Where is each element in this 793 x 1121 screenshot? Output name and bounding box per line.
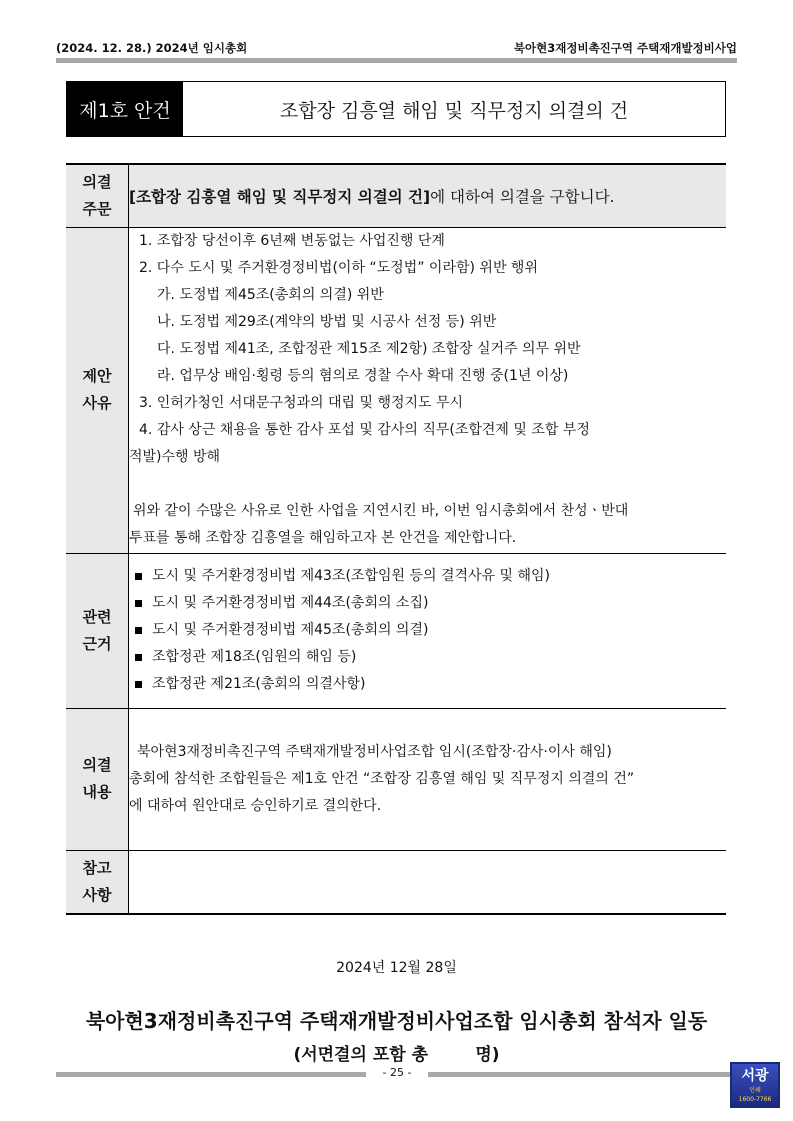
legal-basis-item xyxy=(129,590,726,617)
legal-basis-text: 조합정관 제18조(임원의 해임 등) xyxy=(152,649,357,665)
label-line: 제안 xyxy=(82,367,112,385)
signatory-line: 북아현3재정비촉진구역 주택재개발정비사업조합 임시총회 참석자 일동 xyxy=(85,1009,708,1033)
label-line: 사항 xyxy=(82,885,112,904)
agenda-table xyxy=(66,163,726,915)
legal-basis-text: 도시 및 주거환경정비법 제44조(총회의 소집) xyxy=(152,595,429,611)
row-resolution-request xyxy=(66,164,726,227)
legal-basis-item xyxy=(129,644,726,671)
reason-item: 3. 인허가청인 서대문구청과의 대립 및 행정지도 무시 xyxy=(139,395,464,411)
document-date: 2024년 12월 28일 xyxy=(336,960,457,976)
row-legal-basis xyxy=(66,553,726,708)
resolution-line: 총회에 참석한 조합원들은 제1호 안건 “조합장 김흥열 해임 및 직무정지 의결의 건” xyxy=(129,770,635,787)
resolution-line: 북아현3재정비촉진구역 주택재개발정비사업조합 임시(조합장·감사·이사 해임) xyxy=(137,743,612,760)
bullet-square-icon xyxy=(135,573,142,580)
label-line: 내용 xyxy=(82,783,112,801)
logo-text: 서광 xyxy=(741,1068,769,1084)
agenda-bracket-title: [조합장 김흥열 해임 및 직무정지 의결의 건] xyxy=(129,187,431,206)
legal-basis-item xyxy=(129,671,726,698)
legal-basis-item xyxy=(129,617,726,644)
reason-item: 1. 조합장 당선이후 6년째 변동없는 사업진행 단계 xyxy=(139,233,445,249)
legal-basis-text: 도시 및 주거환경정비법 제45조(총회의 의결) xyxy=(152,622,429,638)
bullet-square-icon xyxy=(135,600,142,607)
agenda-number-tag: 제1호 안건 xyxy=(67,82,183,136)
row-reference xyxy=(66,850,726,914)
label-line: 주문 xyxy=(82,199,112,218)
footer-rule-right xyxy=(428,1072,730,1077)
label-reference xyxy=(66,850,129,914)
legal-basis-item xyxy=(129,563,726,590)
spacer xyxy=(129,471,726,498)
label-resolution-content xyxy=(66,708,129,850)
bullet-square-icon xyxy=(135,627,142,634)
resolution-line: 에 대하여 원안대로 승인하기로 결의한다. xyxy=(129,797,382,814)
reason-item: 4. 감사 상근 채용을 통한 감사 포섭 및 감사의 직무(조합견제 및 조합 부정 xyxy=(139,422,590,438)
reason-subitem: 나. 도정법 제29조(계약의 방법 및 시공사 선정 등) 위반 xyxy=(157,314,497,330)
header-rule xyxy=(56,58,737,63)
agenda-title-box xyxy=(66,81,726,137)
resolution-request-text xyxy=(129,164,727,227)
proposal-reason-body xyxy=(129,227,727,553)
reason-subitem: 가. 도정법 제45조(총회의 의결) 위반 xyxy=(157,287,384,303)
label-proposal-reason xyxy=(66,227,129,553)
reason-subitem: 라. 업무상 배임·횡령 등의 혐의로 경찰 수사 확대 진행 중(1년 이상) xyxy=(157,368,569,384)
reason-subitem: 다. 도정법 제41조, 조합정관 제15조 제2항) 조합장 실거주 의무 위반 xyxy=(157,341,581,357)
reason-item-continued: 적발)수행 방해 xyxy=(129,449,221,465)
label-line: 의결 xyxy=(82,172,112,191)
legal-basis-text: 도시 및 주거환경정비법 제43조(조합임원 등의 결격사유 및 해임) xyxy=(152,568,550,584)
logo-phone: 1600-7766 xyxy=(738,1096,772,1103)
reason-summary-line: 위와 같이 수많은 사유로 인한 사업을 지연시킨 바, 이번 임시총회에서 찬성ㆍ반대 xyxy=(133,503,629,519)
signatory-count-line: (서면결의 포함 총 명) xyxy=(293,1045,500,1065)
printer-logo xyxy=(730,1062,780,1108)
resolution-content-text xyxy=(129,708,727,850)
label-resolution-request xyxy=(66,164,129,227)
label-line: 근거 xyxy=(82,634,112,653)
legal-basis-text: 조합정관 제21조(총회의 의결사항) xyxy=(152,676,366,692)
header-meeting-label: (2024. 12. 28.) 2024년 임시총회 xyxy=(56,41,248,55)
row-resolution-content xyxy=(66,708,726,850)
legal-basis-list xyxy=(129,553,727,708)
bullet-square-icon xyxy=(135,654,142,661)
agenda-title: 조합장 김흥열 해임 및 직무정지 의결의 건 xyxy=(279,99,629,122)
logo-subtext: 인쇄 xyxy=(749,1087,761,1094)
label-line: 사유 xyxy=(82,394,112,412)
reason-item: 2. 다수 도시 및 주거환경정비법(이하 “도정법” 이라함) 위반 행위 xyxy=(139,260,538,276)
label-legal-basis xyxy=(66,553,129,708)
request-phrase: 에 대하여 의결을 구합니다. xyxy=(430,187,615,206)
header-project-label: 북아현3재정비촉진구역 주택재개발정비사업 xyxy=(513,41,737,55)
label-line: 참고 xyxy=(82,858,112,877)
reference-content xyxy=(129,850,727,914)
row-proposal-reason xyxy=(66,227,726,553)
page-number: - 25 - xyxy=(382,1066,412,1079)
footer-rule-left xyxy=(56,1072,366,1077)
bullet-square-icon xyxy=(135,681,142,688)
label-line: 관련 xyxy=(82,607,112,626)
reason-summary-line: 투표를 통해 조합장 김흥열을 해임하고자 본 안건을 제안합니다. xyxy=(129,530,517,546)
label-line: 의결 xyxy=(82,756,112,774)
